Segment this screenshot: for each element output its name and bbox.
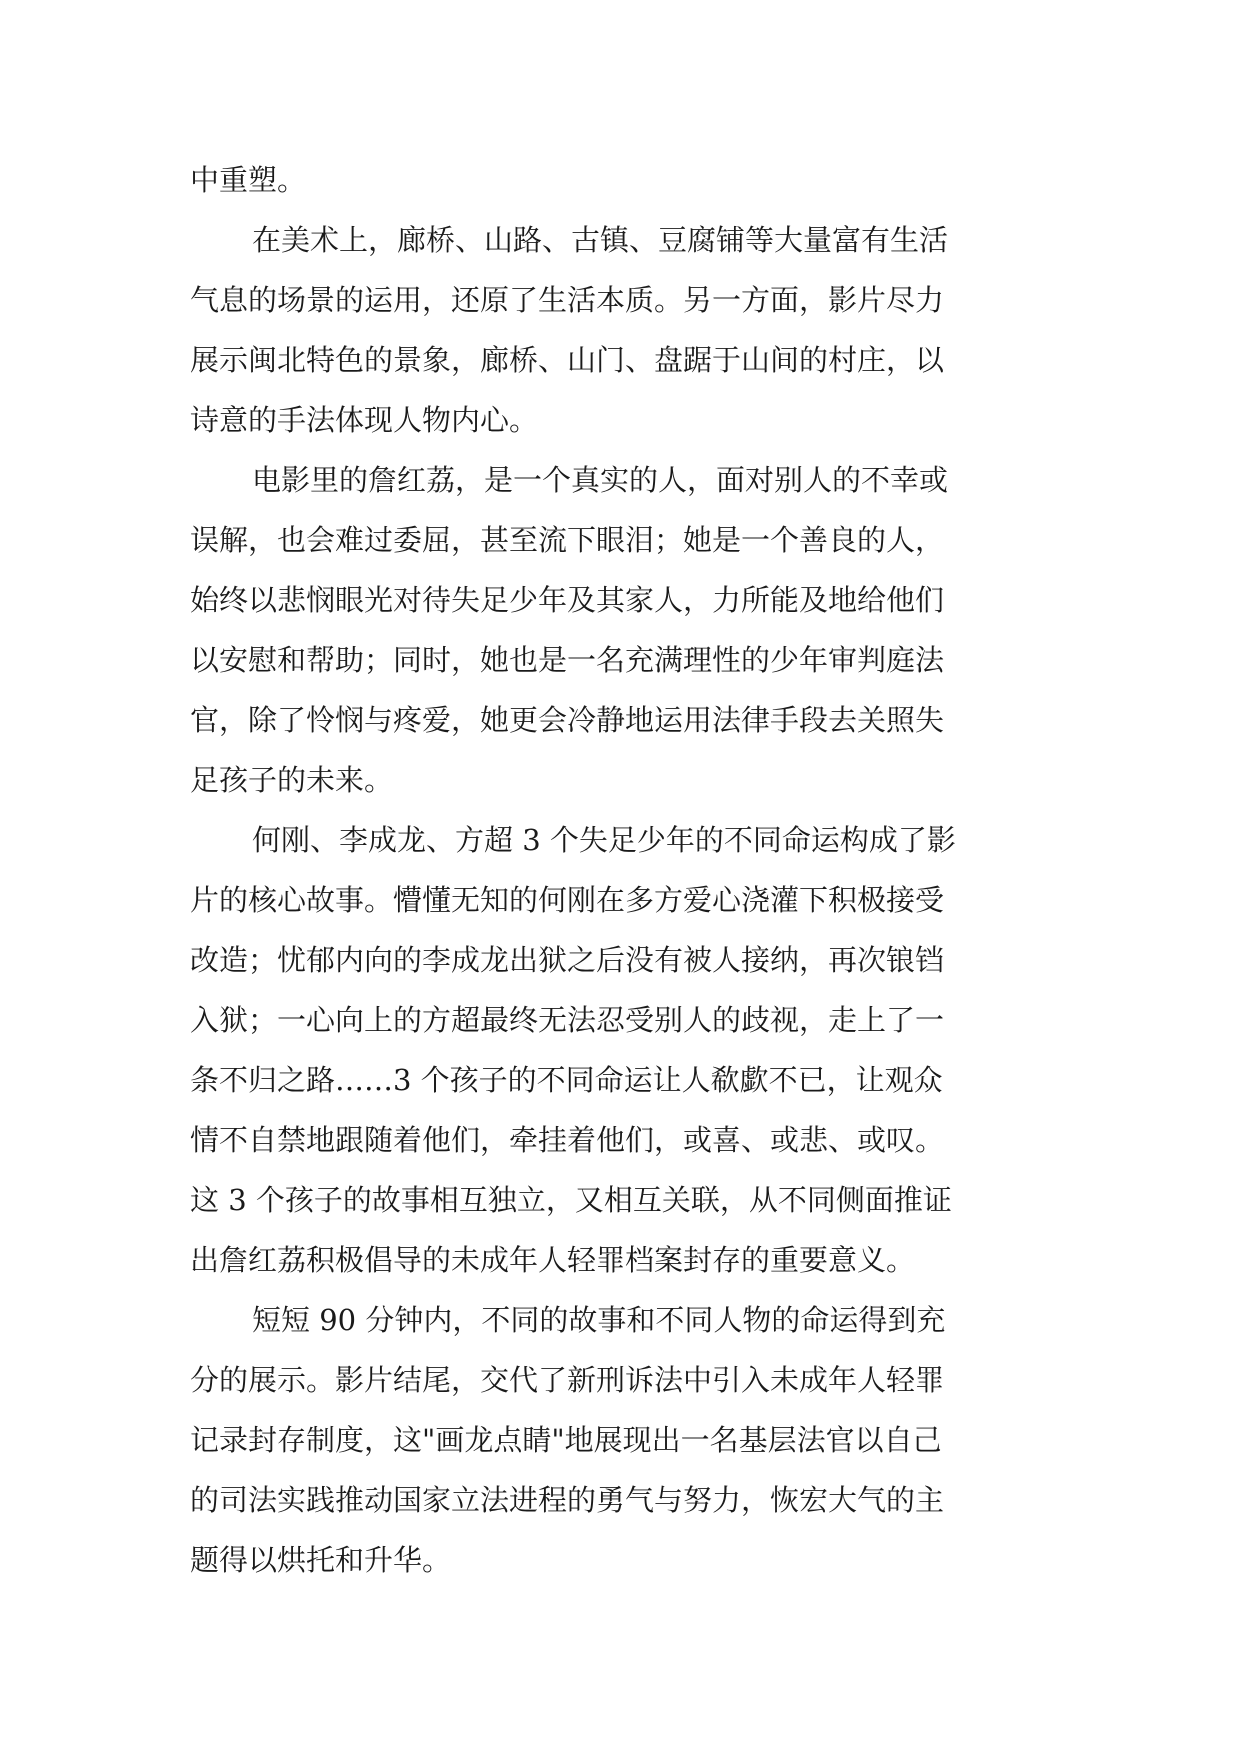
text-line: 误解，也会难过委屈，甚至流下眼泪；她是一个善良的人， xyxy=(190,523,945,557)
text-line: 气息的场景的运用，还原了生活本质。另一方面，影片尽力 xyxy=(190,283,945,317)
text-line: 官，除了怜悯与疼爱，她更会冷静地运用法律手段去关照失 xyxy=(190,703,945,737)
text-line: 足孩子的未来。 xyxy=(190,763,394,797)
text-line: 的司法实践推动国家立法进程的勇气与努力，恢宏大气的主 xyxy=(190,1483,945,1517)
text-line: 情不自禁地跟随着他们，牵挂着他们，或喜、或悲、或叹。 xyxy=(190,1123,945,1157)
text-line: 始终以悲悯眼光对待失足少年及其家人，力所能及地给他们 xyxy=(190,583,945,617)
text-line: 入狱；一心向上的方超最终无法忍受别人的歧视，走上了一 xyxy=(190,1003,945,1037)
text-line: 片的核心故事。懵懂无知的何刚在多方爱心浇灌下积极接受 xyxy=(190,883,945,917)
paragraph-first-line: 何刚、李成龙、方超 3 个失足少年的不同命运构成了影 xyxy=(252,823,956,857)
text-line: 以安慰和帮助；同时，她也是一名充满理性的少年审判庭法 xyxy=(190,643,945,677)
text-line: 出詹红荔积极倡导的未成年人轻罪档案封存的重要意义。 xyxy=(190,1243,916,1277)
text-line: 诗意的手法体现人物内心。 xyxy=(190,403,539,437)
text-line: 改造；忧郁内向的李成龙出狱之后没有被人接纳，再次锒铛 xyxy=(190,943,945,977)
text-line: 分的展示。影片结尾，交代了新刑诉法中引入未成年人轻罪 xyxy=(190,1363,945,1397)
text-line: 记录封存制度，这"画龙点睛"地展现出一名基层法官以自己 xyxy=(190,1423,942,1457)
text-line: 展示闽北特色的景象，廊桥、山门、盘踞于山间的村庄，以 xyxy=(190,343,945,377)
paragraph-first-line: 短短 90 分钟内，不同的故事和不同人物的命运得到充 xyxy=(252,1303,946,1337)
paragraph-first-line: 在美术上，廊桥、山路、古镇、豆腐铺等大量富有生活 xyxy=(252,223,949,257)
text-line: 题得以烘托和升华。 xyxy=(190,1543,452,1577)
text-line: 条不归之路……3 个孩子的不同命运让人欷歔不已，让观众 xyxy=(190,1063,943,1097)
text-line: 中重塑。 xyxy=(190,163,307,197)
paragraph-first-line: 电影里的詹红荔，是一个真实的人，面对别人的不幸或 xyxy=(252,463,949,497)
document-body xyxy=(190,150,1054,1590)
text-line: 这 3 个孩子的故事相互独立，又相互关联，从不同侧面推证 xyxy=(190,1183,952,1217)
